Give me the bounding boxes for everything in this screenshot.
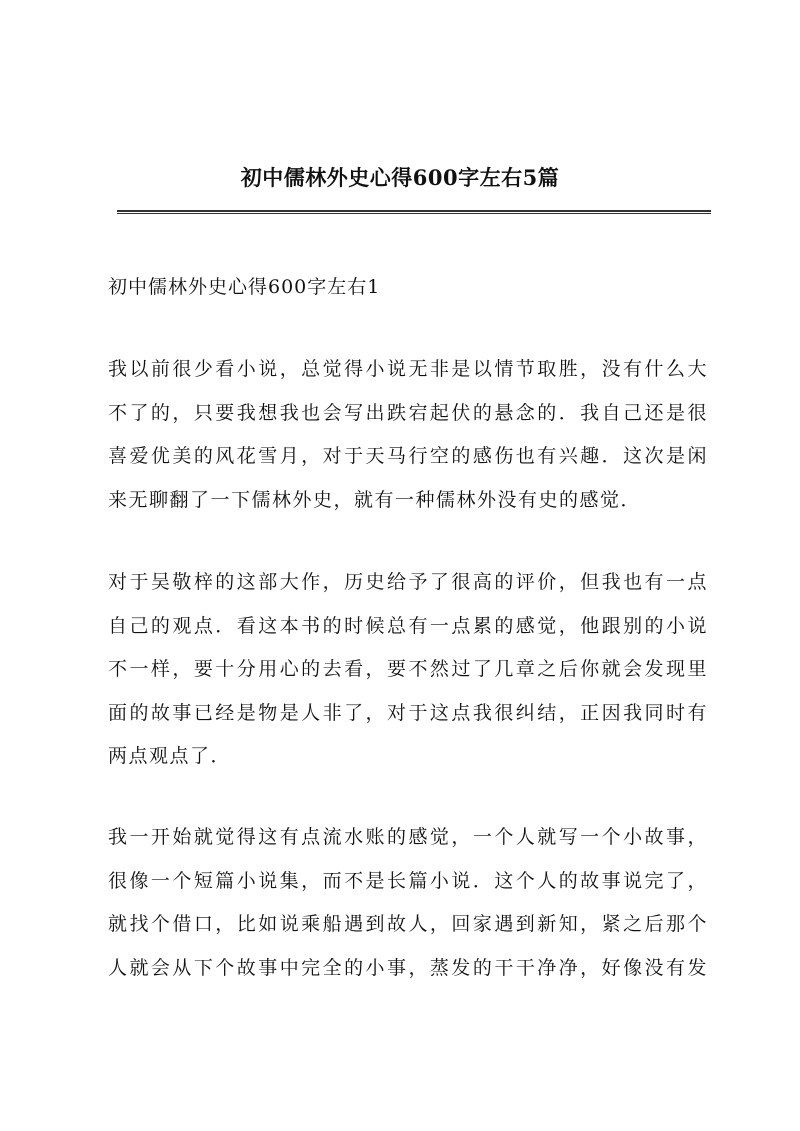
paragraph-2: [108, 561, 708, 779]
paragraph-line: 两点观点了．: [108, 745, 232, 767]
paragraph-line: 喜爱优美的风花雪月，对于天马行空的感伤也有兴趣．这次是闲: [108, 445, 708, 467]
paragraph-line: 就找个借口，比如说乘船遇到故人，回家遇到新知，紧之后那个: [108, 913, 708, 935]
paragraph-line: 不了的，只要我想我也会写出跌宕起伏的悬念的．我自己还是很: [108, 401, 708, 424]
paragraph-line: 面的故事已经是物是人非了，对于这点我很纠结，正因我同时有: [108, 701, 708, 724]
document-title: 初中儒林外史心得600字左右5篇: [240, 165, 560, 190]
paragraph-line: 对于吴敬梓的这部大作，历史给予了很高的评价，但我也有一点: [108, 571, 708, 593]
paragraph-1: [108, 348, 708, 522]
title-underline: [117, 210, 711, 214]
section-heading: 初中儒林外史心得600字左右1: [108, 276, 381, 298]
paragraph-line: 我一开始就觉得这有点流水账的感觉，一个人就写一个小故事，: [108, 826, 708, 848]
paragraph-line: 我以前很少看小说，总觉得小说无非是以情节取胜，没有什么大: [108, 358, 708, 380]
paragraph-line: 人就会从下个故事中完全的小事，蒸发的干干净净，好像没有发: [108, 956, 708, 979]
paragraph-line: 自己的观点．看这本书的时候总有一点累的感觉，他跟别的小说: [108, 614, 708, 637]
paragraph-line: 来无聊翻了一下儒林外史，就有一种儒林外没有史的感觉．: [108, 488, 642, 511]
paragraph-line: 很像一个短篇小说集，而不是长篇小说．这个人的故事说完了，: [108, 869, 708, 892]
paragraph-line: 不一样，要十分用心的去看，要不然过了几章之后你就会发现里: [108, 658, 708, 680]
paragraph-3: [108, 816, 708, 990]
